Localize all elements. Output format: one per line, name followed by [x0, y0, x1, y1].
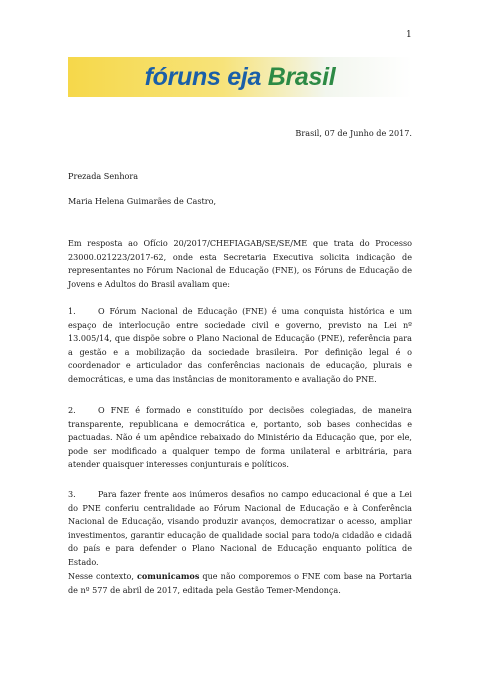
paragraph-number: 2. [68, 405, 76, 415]
paragraph-number: 3. [68, 489, 76, 499]
letter-greeting: Prezada Senhora [68, 171, 139, 181]
page-number: 1 [406, 30, 412, 40]
numbered-paragraph [68, 488, 412, 570]
logo-text-part2: Brasil [267, 62, 336, 91]
paragraph-number: 1. [68, 306, 76, 316]
paragraph-text: O FNE é formado e constituído por decisões colegiadas, de maneira transparente, republicana e democrática e, portanto, sob bases conhecidas e pactuadas. Não é um apêndice rebaixado do Ministério da Educação que, por ele, pode ser modificado a qualquer tempo de forma unilateral e arbitrária, para atender quaisquer interesses conjunturais e políticos. [68, 405, 412, 470]
paragraph-text: O Fórum Nacional de Educação (FNE) é uma conquista histórica e um espaço de interlocução entre sociedade civil e governo, previsto na Lei nº 13.005/14, que dispõe sobre o Plano Nacional de Educação (PNE), referência para a gestão e a mobilização da sociedade brasileira. Por definição legal é o coordenador e articulador das conferências nacionais de educação, plurais e democráticas, e uma das instâncias de monitoramento e avaliação do PNE. [68, 306, 412, 384]
letter-recipient: Maria Helena Guimarães de Castro, [68, 196, 217, 206]
logo-text-part1: fóruns eja [144, 62, 268, 91]
numbered-paragraph [68, 404, 412, 472]
closing-text-start: Nesse contexto, [68, 571, 137, 581]
foruns-eja-logo-banner [68, 57, 412, 97]
logo-text [145, 63, 336, 92]
closing-paragraph [68, 570, 412, 597]
numbered-paragraph [68, 305, 412, 387]
letter-date: Brasil, 07 de Junho de 2017. [295, 128, 412, 138]
intro-paragraph: Em resposta ao Ofício 20/2017/CHEFIAGAB/SE/SE/ME que trata do Processo 23000.021223/2017-62, onde esta Secretaria Executiva solicita indicação de representantes no Fórum Nacional de Educação (FNE), os Fóruns de Educação de Jovens e Adultos do Brasil avaliam que: [68, 238, 412, 289]
closing-text-end: que não comporemos o FNE com base na Portaria de nº 577 de abril de 2017, editada pela Gestão Temer-Mendonça. [68, 571, 412, 595]
closing-bold-word: comunicamos [136, 571, 200, 581]
paragraph-text: Para fazer frente aos inúmeros desafios no campo educacional é que a Lei do PNE conferiu centralidade ao Fórum Nacional de Educação e à Conferência Nacional de Educação, visando produzir avanços, democratizar o acesso, ampliar investimentos, garantir educação de qualidade social para todo/a cidadão e cidadã do país e para defender o Plano Nacional de Educação enquanto política de Estado. [68, 489, 412, 567]
